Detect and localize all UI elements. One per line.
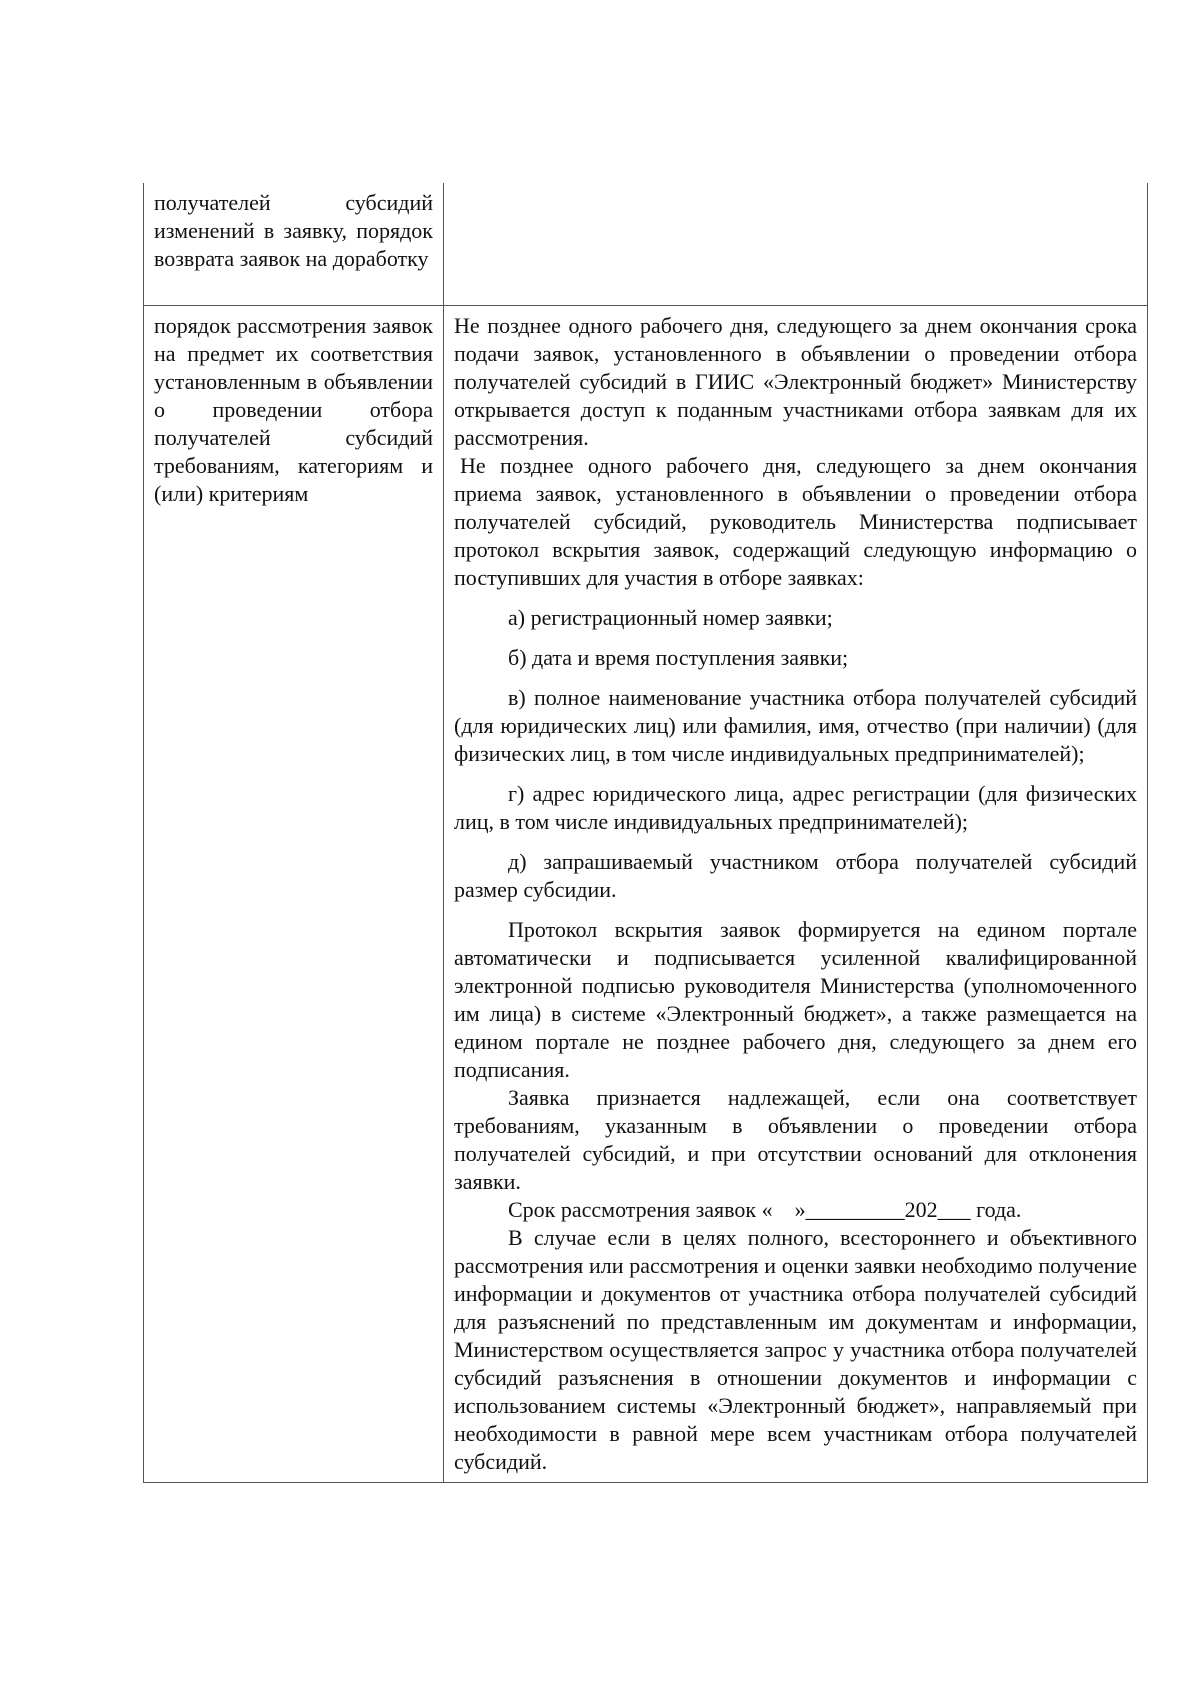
list-item-g: г) адрес юридического лица, адрес регистрации (для физических лиц, в том числе индивидуальных предпринимателей); — [454, 781, 1137, 834]
row1-left-text: получателей субсидий изменений в заявку, порядок возврата заявок на доработку — [154, 190, 433, 271]
table-row — [144, 306, 1148, 1483]
left-cell-row1 — [144, 183, 444, 306]
paragraph-1: Не позднее одного рабочего дня, следующего за днем окончания срока подачи заявок, установленного в объявлении о проведении отбора получателей субсидий в ГИИС «Электронный бюджет» Министерству открывается доступ к поданным участниками отбора заявкам для их рассмотрения. — [454, 313, 1137, 450]
right-cell-row2 — [444, 306, 1148, 1483]
document-table — [143, 183, 1148, 1483]
right-cell-row1 — [444, 183, 1148, 306]
left-cell-row2 — [144, 306, 444, 1483]
list-item-a: а) регистрационный номер заявки; — [508, 605, 833, 630]
paragraph-review-deadline: Срок рассмотрения заявок « »_________202___ года. — [508, 1197, 1022, 1222]
list-item-v: в) полное наименование участника отбора получателей субсидий (для юридических лиц) или фамилия, имя, отчество (при наличии) (для физических лиц, в том числе индивидуальных предпринимателей); — [454, 685, 1137, 766]
paragraph-2: Не позднее одного рабочего дня, следующего за днем окончания приема заявок, установленного в объявлении о проведении отбора получателей субсидий, руководитель Министерства подписывает протокол вскрытия заявок, содержащий следующую информацию о поступивших для участия в отборе заявках: — [454, 453, 1137, 590]
paragraph-clarification-request: В случае если в целях полного, всестороннего и объективного рассмотрения или рассмотрения и оценки заявки необходимо получение информации и документов от участника отбора получателей субсидий для разъяснений по представленным им документам и информации, Министерством осуществляется запрос у участника отбора получателей субсидий разъяснения в отношении документов и информации с использованием системы «Электронный бюджет», направляемый при необходимости в равной мере всем участникам отбора получателей субсидий. — [454, 1225, 1137, 1474]
paragraph-protocol: Протокол вскрытия заявок формируется на едином портале автоматически и подписывается усиленной квалифицированной электронной подписью руководителя Министерства (уполномоченного им лица) в системе «Электронный бюджет», а также размещается на едином портале не позднее рабочего дня, следующего за днем его подписания. — [454, 917, 1137, 1082]
paragraph-proper-application: Заявка признается надлежащей, если она соответствует требованиям, указанным в объявлении о проведении отбора получателей субсидий, и при отсутствии оснований для отклонения заявки. — [454, 1085, 1137, 1194]
list-item-d: д) запрашиваемый участником отбора получателей субсидий размер субсидии. — [454, 849, 1137, 902]
table-row — [144, 183, 1148, 306]
list-item-b: б) дата и время поступления заявки; — [508, 645, 849, 670]
row2-left-text: порядок рассмотрения заявок на предмет их соответствия установленным в объявлении о проведении отбора получателей субсидий требованиям, категориям и (или) критериям — [154, 313, 433, 506]
